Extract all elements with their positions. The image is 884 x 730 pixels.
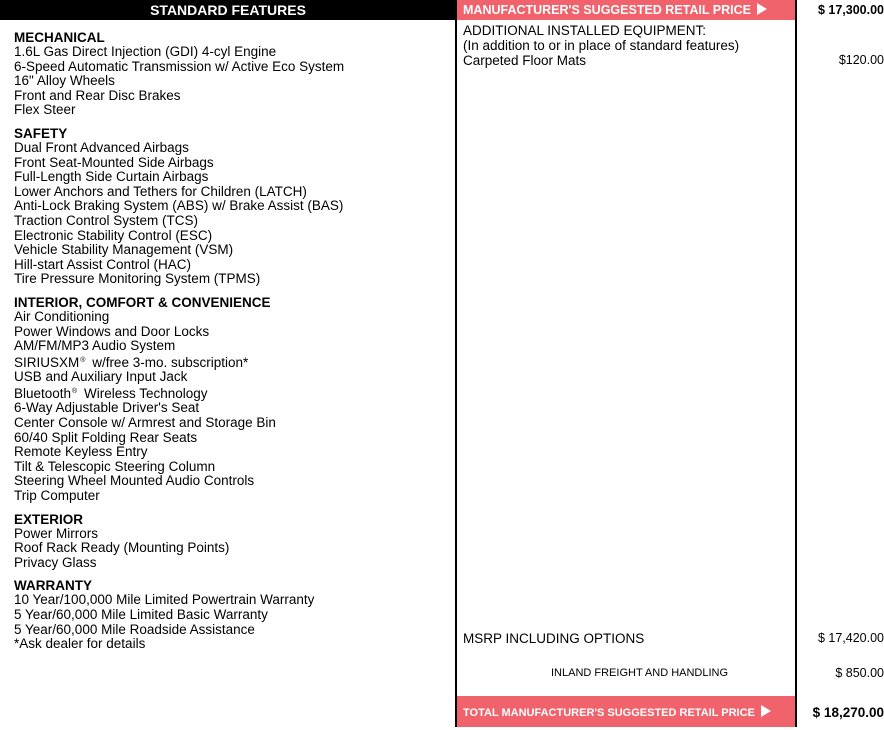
- feature-item: [14, 401, 454, 416]
- feature-item: [14, 489, 454, 504]
- feature-section: [14, 512, 454, 571]
- feature-item: [14, 60, 454, 75]
- feature-text-suffix: Wireless Technology: [80, 385, 208, 401]
- feature-text-suffix: w/free 3-mo. subscription*: [88, 354, 249, 370]
- play-arrow-icon: [757, 3, 767, 15]
- msrp-including-options-label: MSRP INCLUDING OPTIONS: [463, 631, 645, 646]
- feature-item: [14, 310, 454, 325]
- option-items: [463, 53, 884, 68]
- feature-text: USB and Auxiliary Input Jack: [14, 369, 188, 385]
- feature-text: Privacy Glass: [14, 554, 97, 570]
- feature-text: Center Console w/ Armrest and Storage Bin: [14, 415, 276, 431]
- feature-text: Trip Computer: [14, 488, 100, 504]
- feature-item: [14, 199, 454, 214]
- feature-text: Bluetooth: [14, 385, 72, 401]
- feature-text: Front Seat-Mounted Side Airbags: [14, 154, 214, 170]
- feature-item: [14, 74, 454, 89]
- feature-text: Roof Rack Ready (Mounting Points): [14, 540, 230, 556]
- additional-equipment: [463, 23, 884, 68]
- section-title: SAFETY: [14, 125, 68, 141]
- feature-item: [14, 527, 454, 542]
- option-label: Carpeted Floor Mats: [463, 53, 587, 68]
- registered-mark: ®: [72, 387, 78, 395]
- price-column-divider: [795, 0, 797, 727]
- feature-item: [14, 556, 454, 571]
- feature-section: [14, 578, 454, 651]
- feature-item: [14, 325, 454, 340]
- feature-item: [14, 637, 454, 652]
- feature-item: [14, 608, 454, 623]
- feature-item: [14, 541, 454, 556]
- section-title: INTERIOR, COMFORT & CONVENIENCE: [14, 294, 271, 310]
- feature-item: [14, 431, 454, 446]
- feature-text: Tire Pressure Monitoring System (TPMS): [14, 271, 261, 287]
- feature-text: Steering Wheel Mounted Audio Controls: [14, 473, 255, 489]
- feature-text: Vehicle Stability Management (VSM): [14, 242, 234, 258]
- feature-item: [14, 354, 454, 371]
- feature-text: Front and Rear Disc Brakes: [14, 87, 181, 103]
- feature-item: [14, 229, 454, 244]
- standard-features-header: STANDARD FEATURES: [0, 0, 456, 20]
- feature-section: [14, 30, 454, 118]
- feature-item: [14, 474, 454, 489]
- feature-text: Power Mirrors: [14, 525, 99, 541]
- option-price: $120.00: [838, 53, 884, 67]
- feature-text: 10 Year/100,000 Mile Limited Powertrain Warranty: [14, 592, 315, 608]
- feature-item: [14, 103, 454, 118]
- registered-mark: ®: [80, 356, 86, 364]
- feature-section: [14, 126, 454, 287]
- msrp-header-label: MANUFACTURER'S SUGGESTED RETAIL PRICE: [463, 3, 751, 17]
- feature-item: [14, 141, 454, 156]
- feature-text: *Ask dealer for details: [14, 636, 146, 652]
- total-msrp-price: $ 18,270.00: [812, 705, 884, 720]
- feature-text: AM/FM/MP3 Audio System: [14, 338, 176, 354]
- feature-item: [14, 339, 454, 354]
- feature-item: [14, 185, 454, 200]
- feature-text: Anti-Lock Braking System (ABS) w/ Brake Assist (BAS): [14, 198, 344, 214]
- feature-text: 5 Year/60,000 Mile Roadside Assistance: [14, 621, 255, 637]
- feature-item: [14, 460, 454, 475]
- total-msrp-bar: [457, 696, 795, 727]
- standard-features-list: [14, 30, 454, 660]
- feature-item: [14, 623, 454, 638]
- feature-text: Tilt & Telescopic Steering Column: [14, 458, 216, 474]
- feature-text: Full-Length Side Curtain Airbags: [14, 169, 209, 185]
- feature-item: [14, 214, 454, 229]
- feature-item: [14, 272, 454, 287]
- option-item: [463, 53, 884, 68]
- feature-item: [14, 370, 454, 385]
- feature-text: Air Conditioning: [14, 308, 110, 324]
- feature-text: Traction Control System (TCS): [14, 212, 199, 228]
- feature-item: [14, 445, 454, 460]
- feature-section: [14, 295, 454, 504]
- feature-text: 5 Year/60,000 Mile Limited Basic Warranty: [14, 607, 268, 622]
- feature-text: Hill-start Assist Control (HAC): [14, 256, 192, 272]
- feature-item: [14, 170, 454, 185]
- feature-text: Power Windows and Door Locks: [14, 323, 210, 339]
- feature-text: 6-Way Adjustable Driver's Seat: [14, 400, 200, 416]
- total-msrp-label: TOTAL MANUFACTURER'S SUGGESTED RETAIL PRICE: [463, 707, 755, 719]
- msrp-header: [457, 0, 795, 20]
- feature-text: Remote Keyless Entry: [14, 444, 148, 460]
- msrp-including-options-row: [463, 631, 884, 646]
- column-divider: [455, 0, 457, 727]
- base-price: $ 17,300.00: [817, 3, 884, 17]
- feature-text: 16" Alloy Wheels: [14, 73, 115, 89]
- section-title: WARRANTY: [14, 578, 92, 594]
- feature-text: 60/40 Split Folding Rear Seats: [14, 429, 198, 445]
- freight-label: INLAND FREIGHT AND HANDLING: [551, 667, 729, 679]
- additional-equipment-title: ADDITIONAL INSTALLED EQUIPMENT:: [463, 23, 707, 38]
- play-arrow-icon: [761, 705, 771, 717]
- freight-price: $ 850.00: [835, 666, 884, 680]
- section-title: EXTERIOR: [14, 511, 84, 527]
- feature-text: SIRIUSXM: [14, 354, 80, 370]
- feature-item: [14, 258, 454, 273]
- feature-item: [14, 243, 454, 258]
- feature-item: [14, 593, 454, 608]
- feature-item: [14, 416, 454, 431]
- feature-item: [14, 385, 454, 402]
- section-title: MECHANICAL: [14, 30, 105, 45]
- feature-item: [14, 89, 454, 104]
- msrp-including-options-price: $ 17,420.00: [817, 631, 884, 645]
- feature-item: [14, 45, 454, 60]
- feature-text: Flex Steer: [14, 102, 76, 118]
- feature-text: Lower Anchors and Tethers for Children (LATCH): [14, 183, 307, 199]
- additional-equipment-subtitle: (In addition to or in place of standard features): [463, 38, 740, 53]
- feature-text: 6-Speed Automatic Transmission w/ Active Eco System: [14, 58, 345, 74]
- feature-text: Dual Front Advanced Airbags: [14, 139, 189, 155]
- feature-text: 1.6L Gas Direct Injection (GDI) 4-cyl Engine: [14, 44, 277, 59]
- feature-text: Electronic Stability Control (ESC): [14, 227, 213, 243]
- feature-item: [14, 156, 454, 171]
